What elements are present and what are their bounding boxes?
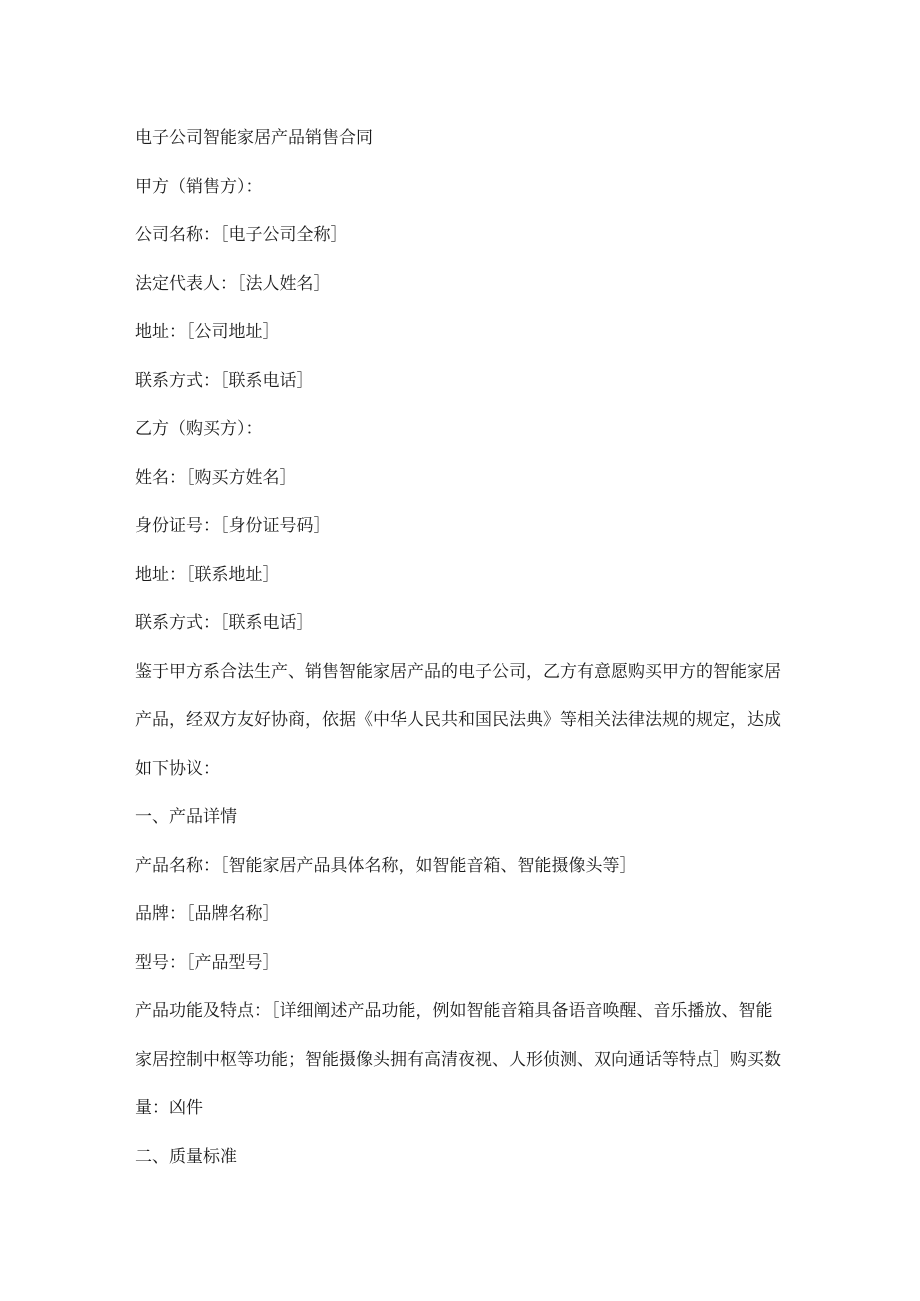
party-a-legal-rep: 法定代表人：［法人姓名］ <box>135 273 331 294</box>
product-name: 产品名称：［智能家居产品具体名称，如智能音箱、智能摄像头等］ <box>135 855 637 876</box>
section-heading-quality-standards: 二、质量标准 <box>135 1146 237 1167</box>
party-a-company-name: 公司名称：［电子公司全称］ <box>135 225 348 245</box>
party-a-contact: 联系方式：［联系电话］ <box>135 370 314 391</box>
party-a-address: 地址：［公司地址］ <box>135 322 280 342</box>
features-line: 量：凶件 <box>135 1098 203 1118</box>
preamble-line: 如下协议： <box>135 758 220 779</box>
contract-title: 电子公司智能家居产品销售合同 <box>135 128 373 148</box>
preamble-line: 产品，经双方友好协商，依据《中华人民共和国民法典》等相关法律法规的规定，达成 <box>135 710 781 730</box>
party-b-address: 地址：［联系地址］ <box>135 564 280 585</box>
features-line: 产品功能及特点：［详细阐述产品功能，例如智能音箱具备语音唤醒、音乐播放、智能 <box>135 1001 773 1021</box>
features-line: 家居控制中枢等功能；智能摄像头拥有高清夜视、人形侦测、双向通话等特点］购买数 <box>135 1049 781 1070</box>
section-heading-product-details: 一、产品详情 <box>135 807 237 827</box>
document-body <box>135 114 785 1181</box>
party-b-id-number: 身份证号：［身份证号码］ <box>135 516 331 536</box>
product-brand: 品牌：［品牌名称］ <box>135 904 280 924</box>
party-b-name: 姓名：［购买方姓名］ <box>135 467 297 488</box>
preamble-line: 鉴于甲方系合法生产、销售智能家居产品的电子公司，乙方有意愿购买甲方的智能家居 <box>135 661 781 682</box>
party-a-heading: 甲方（销售方）： <box>135 176 263 197</box>
product-features-paragraph <box>135 987 785 1133</box>
party-b-contact: 联系方式：［联系电话］ <box>135 613 314 633</box>
party-b-heading: 乙方（购买方）： <box>135 419 263 439</box>
product-model: 型号：［产品型号］ <box>135 952 280 973</box>
preamble-paragraph <box>135 648 785 794</box>
